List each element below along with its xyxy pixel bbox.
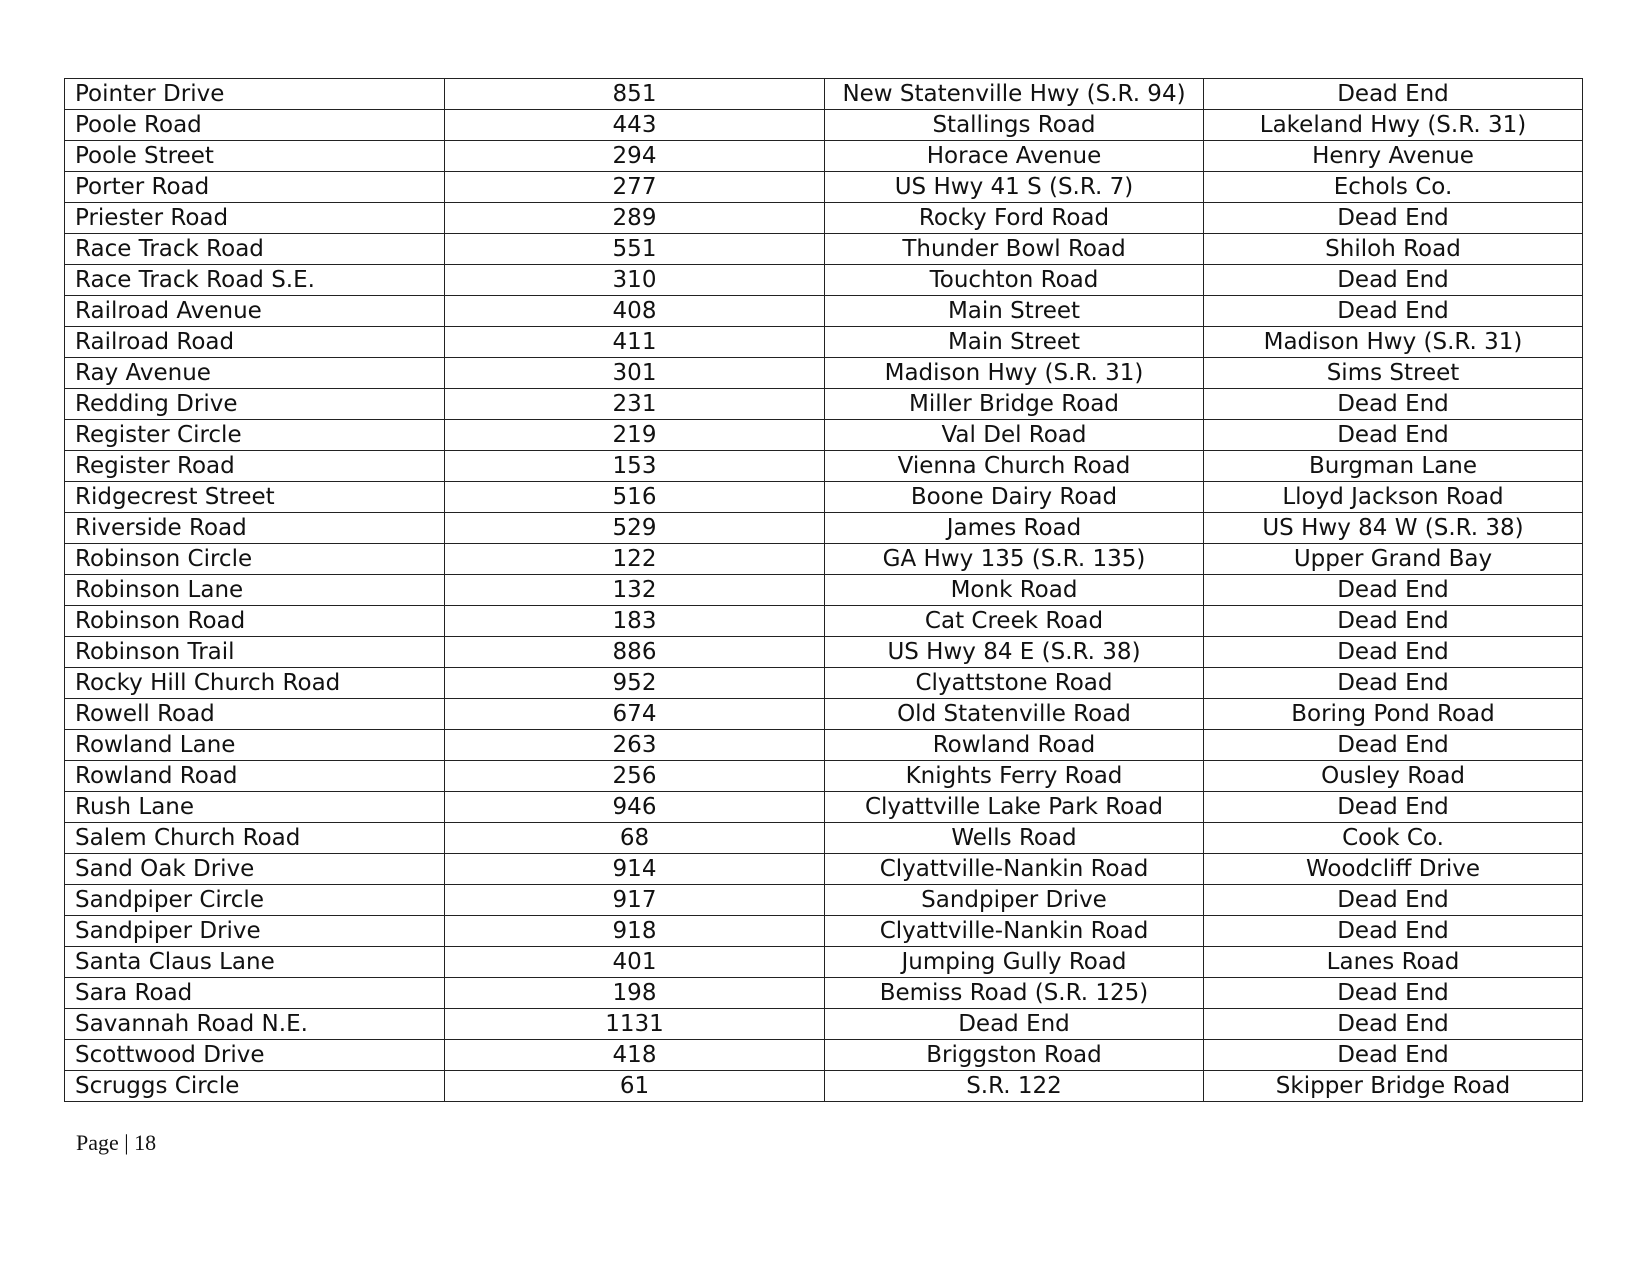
road-to-cell: Boring Pond Road [1204,699,1583,730]
road-name-cell: Railroad Avenue [65,296,445,327]
road-to-cell: Cook Co. [1204,823,1583,854]
road-from-cell: Monk Road [825,575,1204,606]
table-row [65,606,1583,637]
road-name-cell: Ray Avenue [65,358,445,389]
road-name-cell: Riverside Road [65,513,445,544]
road-name-cell: Sandpiper Drive [65,916,445,947]
table-row [65,854,1583,885]
road-to-cell: Dead End [1204,916,1583,947]
road-length-cell: 886 [445,637,825,668]
road-length-cell: 294 [445,141,825,172]
road-name-cell: Ridgecrest Street [65,482,445,513]
table-row [65,296,1583,327]
road-length-cell: 918 [445,916,825,947]
road-length-cell: 277 [445,172,825,203]
road-from-cell: Val Del Road [825,420,1204,451]
table-row [65,265,1583,296]
road-to-cell: Henry Avenue [1204,141,1583,172]
road-name-cell: Rush Lane [65,792,445,823]
road-length-cell: 310 [445,265,825,296]
road-to-cell: Dead End [1204,606,1583,637]
road-from-cell: Clyattville-Nankin Road [825,854,1204,885]
road-from-cell: Jumping Gully Road [825,947,1204,978]
road-length-cell: 914 [445,854,825,885]
road-length-cell: 1131 [445,1009,825,1040]
road-name-cell: Register Road [65,451,445,482]
table-row [65,203,1583,234]
road-name-cell: Sandpiper Circle [65,885,445,916]
road-table [64,78,1583,1102]
road-to-cell: Dead End [1204,730,1583,761]
road-name-cell: Robinson Trail [65,637,445,668]
road-from-cell: Main Street [825,296,1204,327]
road-name-cell: Race Track Road S.E. [65,265,445,296]
road-length-cell: 263 [445,730,825,761]
road-from-cell: Sandpiper Drive [825,885,1204,916]
road-length-cell: 68 [445,823,825,854]
road-from-cell: Miller Bridge Road [825,389,1204,420]
table-row [65,637,1583,668]
road-from-cell: Bemiss Road (S.R. 125) [825,978,1204,1009]
road-from-cell: Knights Ferry Road [825,761,1204,792]
road-from-cell: Wells Road [825,823,1204,854]
table-row [65,792,1583,823]
road-to-cell: Dead End [1204,978,1583,1009]
road-length-cell: 443 [445,110,825,141]
road-name-cell: Register Circle [65,420,445,451]
road-length-cell: 401 [445,947,825,978]
road-to-cell: Dead End [1204,389,1583,420]
road-name-cell: Poole Road [65,110,445,141]
road-length-cell: 946 [445,792,825,823]
table-row [65,451,1583,482]
road-name-cell: Santa Claus Lane [65,947,445,978]
table-row [65,172,1583,203]
road-length-cell: 132 [445,575,825,606]
road-from-cell: Vienna Church Road [825,451,1204,482]
road-to-cell: Skipper Bridge Road [1204,1071,1583,1102]
road-length-cell: 917 [445,885,825,916]
road-to-cell: Dead End [1204,420,1583,451]
table-row [65,420,1583,451]
road-length-cell: 551 [445,234,825,265]
table-row [65,79,1583,110]
road-from-cell: Briggston Road [825,1040,1204,1071]
road-to-cell: Woodcliff Drive [1204,854,1583,885]
road-from-cell: Main Street [825,327,1204,358]
road-name-cell: Pointer Drive [65,79,445,110]
road-from-cell: US Hwy 84 E (S.R. 38) [825,637,1204,668]
road-name-cell: Porter Road [65,172,445,203]
road-to-cell: Dead End [1204,885,1583,916]
table-row [65,885,1583,916]
road-to-cell: Lanes Road [1204,947,1583,978]
table-row [65,699,1583,730]
road-length-cell: 256 [445,761,825,792]
table-row [65,668,1583,699]
road-name-cell: Race Track Road [65,234,445,265]
road-name-cell: Scottwood Drive [65,1040,445,1071]
road-from-cell: Rocky Ford Road [825,203,1204,234]
road-length-cell: 516 [445,482,825,513]
road-name-cell: Sand Oak Drive [65,854,445,885]
table-row [65,1009,1583,1040]
road-to-cell: Dead End [1204,668,1583,699]
table-row [65,141,1583,172]
road-from-cell: Clyattville-Nankin Road [825,916,1204,947]
road-from-cell: Madison Hwy (S.R. 31) [825,358,1204,389]
road-to-cell: Dead End [1204,1009,1583,1040]
road-name-cell: Scruggs Circle [65,1071,445,1102]
road-to-cell: Dead End [1204,575,1583,606]
road-from-cell: Dead End [825,1009,1204,1040]
road-length-cell: 408 [445,296,825,327]
road-from-cell: Touchton Road [825,265,1204,296]
road-name-cell: Redding Drive [65,389,445,420]
table-row [65,916,1583,947]
road-name-cell: Robinson Lane [65,575,445,606]
road-from-cell: Rowland Road [825,730,1204,761]
road-name-cell: Robinson Circle [65,544,445,575]
table-row [65,513,1583,544]
table-row [65,1071,1583,1102]
road-from-cell: Boone Dairy Road [825,482,1204,513]
road-length-cell: 418 [445,1040,825,1071]
road-length-cell: 952 [445,668,825,699]
road-length-cell: 61 [445,1071,825,1102]
road-to-cell: Lakeland Hwy (S.R. 31) [1204,110,1583,141]
road-name-cell: Railroad Road [65,327,445,358]
road-to-cell: Dead End [1204,79,1583,110]
table-row [65,761,1583,792]
table-body [65,79,1583,1102]
road-to-cell: Dead End [1204,265,1583,296]
road-to-cell: Upper Grand Bay [1204,544,1583,575]
table-row [65,947,1583,978]
table-row [65,1040,1583,1071]
road-from-cell: S.R. 122 [825,1071,1204,1102]
road-from-cell: Clyattville Lake Park Road [825,792,1204,823]
road-from-cell: Thunder Bowl Road [825,234,1204,265]
road-length-cell: 301 [445,358,825,389]
road-from-cell: Old Statenville Road [825,699,1204,730]
table-row [65,730,1583,761]
road-name-cell: Salem Church Road [65,823,445,854]
table-row [65,482,1583,513]
road-from-cell: Cat Creek Road [825,606,1204,637]
road-to-cell: Lloyd Jackson Road [1204,482,1583,513]
road-to-cell: Madison Hwy (S.R. 31) [1204,327,1583,358]
road-name-cell: Priester Road [65,203,445,234]
road-name-cell: Rowland Road [65,761,445,792]
road-from-cell: Stallings Road [825,110,1204,141]
road-name-cell: Poole Street [65,141,445,172]
page-number: Page | 18 [76,1130,157,1155]
road-to-cell: US Hwy 84 W (S.R. 38) [1204,513,1583,544]
road-from-cell: New Statenville Hwy (S.R. 94) [825,79,1204,110]
road-length-cell: 153 [445,451,825,482]
road-to-cell: Dead End [1204,637,1583,668]
road-from-cell: US Hwy 41 S (S.R. 7) [825,172,1204,203]
road-name-cell: Sara Road [65,978,445,1009]
table-row [65,110,1583,141]
road-length-cell: 198 [445,978,825,1009]
road-length-cell: 411 [445,327,825,358]
road-to-cell: Shiloh Road [1204,234,1583,265]
table-row [65,327,1583,358]
road-length-cell: 122 [445,544,825,575]
road-length-cell: 529 [445,513,825,544]
road-name-cell: Rowell Road [65,699,445,730]
road-length-cell: 851 [445,79,825,110]
road-length-cell: 183 [445,606,825,637]
road-to-cell: Echols Co. [1204,172,1583,203]
road-length-cell: 674 [445,699,825,730]
road-to-cell: Dead End [1204,792,1583,823]
road-from-cell: Clyattstone Road [825,668,1204,699]
road-to-cell: Burgman Lane [1204,451,1583,482]
road-to-cell: Dead End [1204,296,1583,327]
road-length-cell: 231 [445,389,825,420]
road-length-cell: 289 [445,203,825,234]
road-name-cell: Rocky Hill Church Road [65,668,445,699]
road-to-cell: Dead End [1204,1040,1583,1071]
road-from-cell: Horace Avenue [825,141,1204,172]
road-to-cell: Ousley Road [1204,761,1583,792]
road-name-cell: Rowland Lane [65,730,445,761]
road-from-cell: GA Hwy 135 (S.R. 135) [825,544,1204,575]
table-row [65,358,1583,389]
road-to-cell: Sims Street [1204,358,1583,389]
road-name-cell: Savannah Road N.E. [65,1009,445,1040]
table-row [65,978,1583,1009]
road-from-cell: James Road [825,513,1204,544]
table-row [65,389,1583,420]
table-row [65,544,1583,575]
road-name-cell: Robinson Road [65,606,445,637]
table-row [65,234,1583,265]
road-length-cell: 219 [445,420,825,451]
table-row [65,575,1583,606]
table-row [65,823,1583,854]
road-to-cell: Dead End [1204,203,1583,234]
